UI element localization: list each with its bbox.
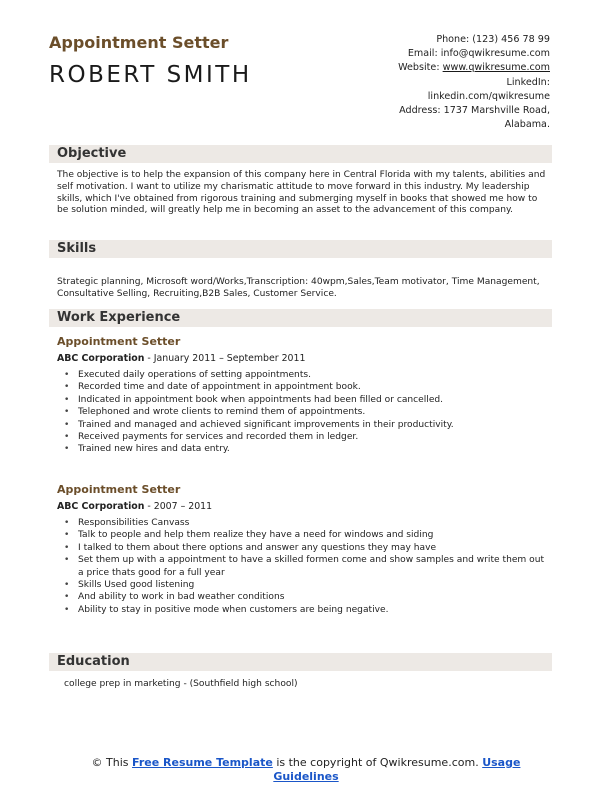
list-item: • Responsibilities Canvass xyxy=(62,517,552,529)
education-section-header xyxy=(49,653,552,671)
objective-text: The objective is to help the expansion of this company here in Central Florida with my talents, abilities and self motivation. I want to utilize my charismatic attitude to move forward in this industry. My leadership skills, which I've obtained from rigorous training and submerging myself in books that showed me how to be solution minded, will greatly help me in becoming an asset to the advancement of this company. xyxy=(57,170,546,216)
website-link[interactable]: www.qwikresume.com xyxy=(442,62,550,74)
list-item: • Set them up with a appointment to have a skilled formen come and show samples and write them out a price thats good for a full year xyxy=(62,554,552,579)
job-1-company: ABC Corporation xyxy=(57,353,145,364)
contact-linkedin-value: linkedin.com/qwikresume xyxy=(427,90,550,102)
list-item: • Ability to stay in positive mode when customers are being negative. xyxy=(62,604,552,616)
free-resume-template-link[interactable]: Free Resume Template xyxy=(132,756,273,769)
job-2-company-line xyxy=(57,501,212,512)
footer-prefix: © This xyxy=(91,756,133,769)
contact-address-line1: Address: 1737 Marshville Road, xyxy=(399,105,550,117)
list-item: • Recorded time and date of appointment in appointment book. xyxy=(62,381,552,393)
skills-heading: Skills xyxy=(57,241,97,256)
job-1-dates: - January 2011 – September 2011 xyxy=(144,353,306,364)
job-1-bullets xyxy=(62,369,552,456)
list-item: • Indicated in appointment book when appointments had been filled or cancelled. xyxy=(62,394,552,406)
list-item: • Trained new hires and data entry. xyxy=(62,443,552,455)
list-item: • Talk to people and help them realize they have a need for windows and siding xyxy=(62,529,552,541)
list-item: • Telephoned and wrote clients to remind them of appointments. xyxy=(62,406,552,418)
job-1-role: Appointment Setter xyxy=(57,335,181,348)
list-item: • Trained and managed and achieved significant improvements in their productivity. xyxy=(62,419,552,431)
job-2-bullets xyxy=(62,517,552,616)
list-item: • I talked to them about there options and answer any questions they may have xyxy=(62,542,552,554)
job-2-company: ABC Corporation xyxy=(57,501,145,512)
job-2-dates: - 2007 – 2011 xyxy=(144,501,213,512)
skills-text: Strategic planning, Microsoft word/Works,Transcription: 40wpm,Sales,Team motivator, Time Management, Consultative Selling, Recruiting,B2B Sales, Customer Service. xyxy=(57,277,540,299)
skills-section-header xyxy=(49,240,552,258)
contact-website xyxy=(310,61,550,75)
list-item: • Executed daily operations of setting appointments. xyxy=(62,369,552,381)
education-heading: Education xyxy=(57,654,130,669)
objective-heading: Objective xyxy=(57,146,127,161)
objective-section-header xyxy=(49,145,552,163)
list-item: • And ability to work in bad weather conditions xyxy=(62,591,552,603)
usage-guidelines-link[interactable]: Usage Guidelines xyxy=(273,756,521,783)
footer-middle: is the copyright of Qwikresume.com. xyxy=(272,756,483,769)
work-section-header xyxy=(49,309,552,327)
resume-job-title: Appointment Setter xyxy=(49,33,229,52)
contact-email: Email: info@qwikresume.com xyxy=(407,48,550,60)
list-item: • Skills Used good listening xyxy=(62,579,552,591)
work-heading: Work Experience xyxy=(57,310,181,325)
education-text: college prep in marketing - (Southfield high school) xyxy=(64,679,298,689)
job-1-company-line xyxy=(57,353,305,364)
candidate-name: ROBERT SMITH xyxy=(49,62,252,88)
footer-copyright xyxy=(60,756,552,784)
job-2-role: Appointment Setter xyxy=(57,483,181,496)
list-item: • Received payments for services and recorded them in ledger. xyxy=(62,431,552,443)
contact-linkedin-label: LinkedIn: xyxy=(506,76,550,88)
contact-block xyxy=(310,33,550,132)
website-label: Website: xyxy=(398,62,443,74)
contact-address-line2: Alabama. xyxy=(504,119,550,131)
contact-phone: Phone: (123) 456 78 99 xyxy=(436,34,550,45)
